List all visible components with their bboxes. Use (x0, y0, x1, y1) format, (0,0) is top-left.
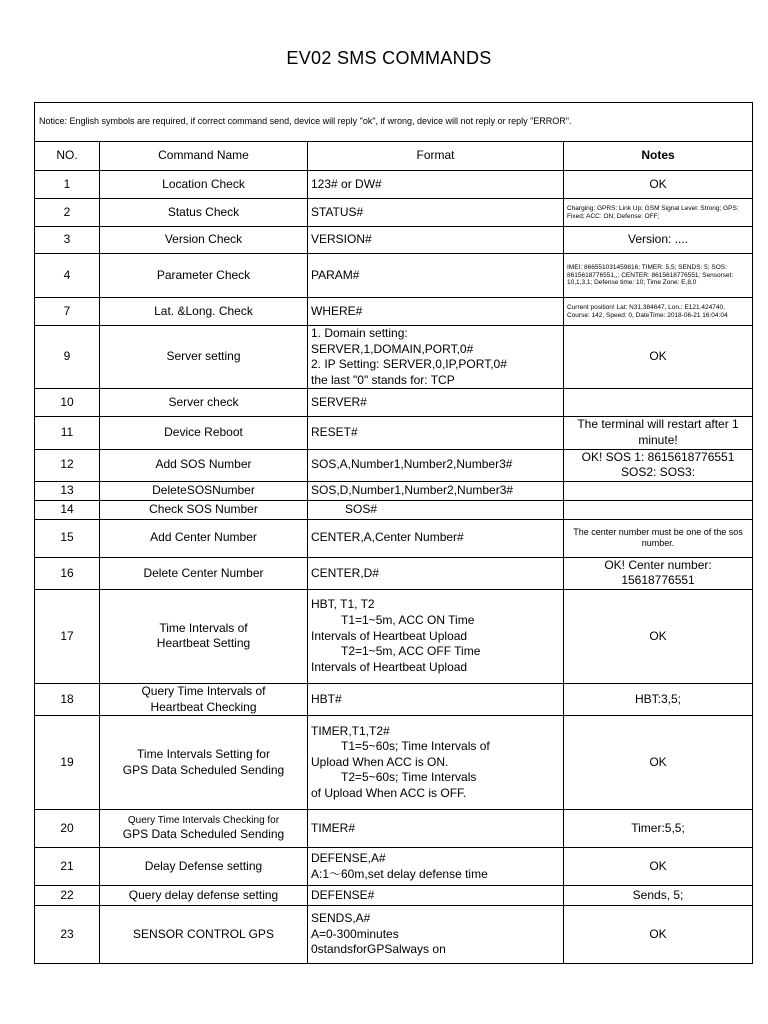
row-number: 17 (35, 589, 100, 683)
command-format-line: SERVER# (311, 395, 367, 410)
command-format-line: TIMER# (311, 820, 356, 835)
notice-text: Notice: English symbols are required, if correct command send, device will reply "ok", if wrong, device will not reply or reply "ERROR". (35, 103, 753, 142)
command-format (308, 171, 564, 199)
command-format-line: A=0-300minutes (311, 926, 399, 941)
table-row (35, 500, 753, 519)
command-format (308, 326, 564, 389)
command-format-line: SOS,D,Number1,Number2,Number3# (311, 482, 514, 497)
row-number: 19 (35, 716, 100, 810)
command-format-line: WHERE# (311, 303, 363, 318)
command-notes: OK (564, 906, 753, 964)
command-name (100, 254, 308, 298)
command-format-line: 1. Domain setting: SERVER,1,DOMAIN,PORT,0# (311, 326, 474, 356)
command-format (308, 906, 564, 964)
row-number: 11 (35, 417, 100, 449)
command-format-line: STATUS# (311, 204, 364, 219)
page-title: EV02 SMS COMMANDS (286, 48, 492, 68)
command-format (308, 683, 564, 715)
table-row (35, 886, 753, 906)
command-name-line: Query Time Intervals of (141, 683, 266, 698)
table-row (35, 589, 753, 683)
row-number: 7 (35, 298, 100, 326)
commands-table (34, 102, 753, 964)
row-number: 4 (35, 254, 100, 298)
command-name-line: Check SOS Number (149, 501, 258, 516)
command-format-line: SOS# (345, 501, 378, 516)
command-notes: Sends, 5; (564, 886, 753, 906)
command-format-line: RESET# (311, 425, 358, 440)
command-name-line: DeleteSOSNumber (152, 482, 255, 497)
command-name (100, 171, 308, 199)
command-format (308, 199, 564, 227)
command-format (308, 449, 564, 481)
command-name (100, 298, 308, 326)
command-name (100, 519, 308, 557)
command-notes: OK! Center number: 15618776551 (564, 557, 753, 589)
row-number: 14 (35, 500, 100, 519)
command-name-line: Lat. &Long. Check (154, 303, 253, 318)
command-format (308, 716, 564, 810)
table-row (35, 716, 753, 810)
command-format-line: T1=5~60s; Time Intervals of (341, 739, 490, 754)
command-name (100, 589, 308, 683)
row-number: 2 (35, 199, 100, 227)
command-name-line: GPS Data Scheduled Sending (122, 827, 285, 842)
command-format-line: HBT, T1, T2 (311, 597, 375, 612)
command-notes: Timer:5,5; (564, 810, 753, 848)
command-notes: Current position! Lat: N31.384647, Lon.: E121.424740, Course: 142, Speed: 0, DateTime: 2018-06-21 16:04:04 (564, 298, 753, 326)
table-row (35, 519, 753, 557)
command-format-line: T2=5~60s; Time Intervals (341, 770, 477, 785)
command-format-line: CENTER,D# (311, 565, 380, 580)
command-format-line: the last "0" stands for: TCP (311, 372, 455, 387)
command-format (308, 810, 564, 848)
command-format (308, 589, 564, 683)
command-name (100, 199, 308, 227)
command-name-line: Server setting (166, 349, 241, 364)
command-notes (564, 481, 753, 500)
command-name-line: Time Intervals Setting for (137, 747, 270, 762)
command-format-line: A:1～60m,set delay defense time (311, 866, 488, 881)
command-name (100, 417, 308, 449)
command-name-line: Location Check (162, 176, 245, 191)
table-row (35, 326, 753, 389)
command-format (308, 519, 564, 557)
table-row (35, 683, 753, 715)
table-row (35, 254, 753, 298)
command-notes: OK (564, 589, 753, 683)
command-name (100, 227, 308, 254)
header-format: Format (308, 142, 564, 171)
command-format-line: Intervals of Heartbeat Upload (311, 628, 468, 643)
command-format-line: TIMER,T1,T2# (311, 723, 390, 738)
command-format-line: Upload When ACC is ON. (311, 754, 449, 769)
command-notes: OK (564, 326, 753, 389)
command-format (308, 389, 564, 417)
row-number: 9 (35, 326, 100, 389)
command-name-line: Add Center Number (150, 530, 257, 545)
command-format-line: 2. IP Setting: SERVER,0,IP,PORT,0# (311, 357, 507, 372)
row-number: 13 (35, 481, 100, 500)
command-name-line: Query Time Intervals Checking for (127, 815, 280, 827)
header-command-name: Command Name (100, 142, 308, 171)
command-format (308, 848, 564, 886)
row-number: 22 (35, 886, 100, 906)
table-header-row (35, 142, 753, 171)
command-format-line: HBT# (311, 691, 342, 706)
command-name (100, 500, 308, 519)
command-notes: Version: .... (564, 227, 753, 254)
row-number: 20 (35, 810, 100, 848)
command-notes (564, 389, 753, 417)
command-notes: OK (564, 848, 753, 886)
command-name-line: Server check (168, 395, 239, 410)
command-name (100, 326, 308, 389)
command-notes: The terminal will restart after 1 minute! (564, 417, 753, 449)
command-name-line: Heartbeat Setting (156, 636, 251, 651)
table-row (35, 848, 753, 886)
command-format-line: CENTER,A,Center Number# (311, 530, 464, 545)
command-format (308, 500, 564, 519)
command-name (100, 906, 308, 964)
command-format (308, 254, 564, 298)
command-name-line: Status Check (167, 204, 240, 219)
command-format (308, 227, 564, 254)
row-number: 3 (35, 227, 100, 254)
command-name (100, 716, 308, 810)
command-name-line: Delete Center Number (143, 565, 264, 580)
command-name-line: Parameter Check (156, 267, 251, 282)
command-format-line: DEFENSE,A# (311, 851, 386, 866)
command-format-line: T1=1~5m, ACC ON Time (341, 613, 475, 628)
command-format-line: SENDS,A# (311, 911, 371, 926)
table-row (35, 906, 753, 964)
table-row (35, 389, 753, 417)
command-format-line: SOS,A,Number1,Number2,Number3# (311, 457, 513, 472)
command-name (100, 683, 308, 715)
command-format (308, 886, 564, 906)
command-name-line: Query delay defense setting (128, 887, 279, 902)
command-notes: OK (564, 716, 753, 810)
table-row (35, 417, 753, 449)
command-format-line: DEFENSE# (311, 887, 375, 902)
command-name (100, 848, 308, 886)
row-number: 15 (35, 519, 100, 557)
row-number: 12 (35, 449, 100, 481)
table-row (35, 557, 753, 589)
command-format-line: 0standsforGPSalways on (311, 942, 446, 957)
command-notes: The center number must be one of the sos number. (564, 519, 753, 557)
row-number: 10 (35, 389, 100, 417)
row-number: 1 (35, 171, 100, 199)
command-format-line: VERSION# (311, 232, 372, 247)
table-row (35, 298, 753, 326)
row-number: 21 (35, 848, 100, 886)
command-format-line: Intervals of Heartbeat Upload (311, 659, 468, 674)
command-name-line: Time Intervals of (159, 620, 248, 635)
command-name-line: Add SOS Number (155, 457, 252, 472)
command-format (308, 417, 564, 449)
command-name (100, 810, 308, 848)
command-notes: OK (564, 171, 753, 199)
command-name-line: SENSOR CONTROL GPS (133, 926, 274, 941)
command-name-line: GPS Data Scheduled Sending (122, 762, 285, 777)
command-format (308, 481, 564, 500)
command-name-line: Version Check (164, 232, 243, 247)
command-notes: IMEI: 866551031459816; TIMER: 5,5; SENDS: 5; SOS: 8615618776551,,; CENTER: 8615618776551; Sensorset: 10,1,3,1; Defense time: 10; Time Zone: E,8,0 (564, 254, 753, 298)
command-name (100, 886, 308, 906)
command-format-line: T2=1~5m, ACC OFF Time (341, 644, 481, 659)
table-row (35, 171, 753, 199)
command-format-line: of Upload When ACC is OFF. (311, 786, 467, 801)
row-number: 23 (35, 906, 100, 964)
command-name (100, 557, 308, 589)
command-format-line: PARAM# (311, 267, 360, 282)
row-number: 18 (35, 683, 100, 715)
command-name-line: Delay Defense setting (144, 858, 263, 873)
command-notes: HBT:3,5; (564, 683, 753, 715)
command-name (100, 449, 308, 481)
header-notes: Notes (564, 142, 753, 171)
table-row (35, 227, 753, 254)
table-row (35, 199, 753, 227)
command-notes (564, 500, 753, 519)
table-row (35, 481, 753, 500)
command-notes: OK! SOS 1: 8615618776551 SOS2: SOS3: (564, 449, 753, 481)
command-notes: Charging; GPRS: Link Up; GSM Signal Level: Strong; GPS: Fixed; ACC: ON; Defense: OFF; (564, 199, 753, 227)
command-format (308, 557, 564, 589)
table-row (35, 449, 753, 481)
command-name (100, 389, 308, 417)
header-no: NO. (35, 142, 100, 171)
command-name (100, 481, 308, 500)
row-number: 16 (35, 557, 100, 589)
command-name-line: Device Reboot (164, 425, 243, 440)
command-name-line: Heartbeat Checking (150, 699, 257, 714)
command-format (308, 298, 564, 326)
table-row (35, 810, 753, 848)
command-format-line: 123# or DW# (311, 176, 382, 191)
